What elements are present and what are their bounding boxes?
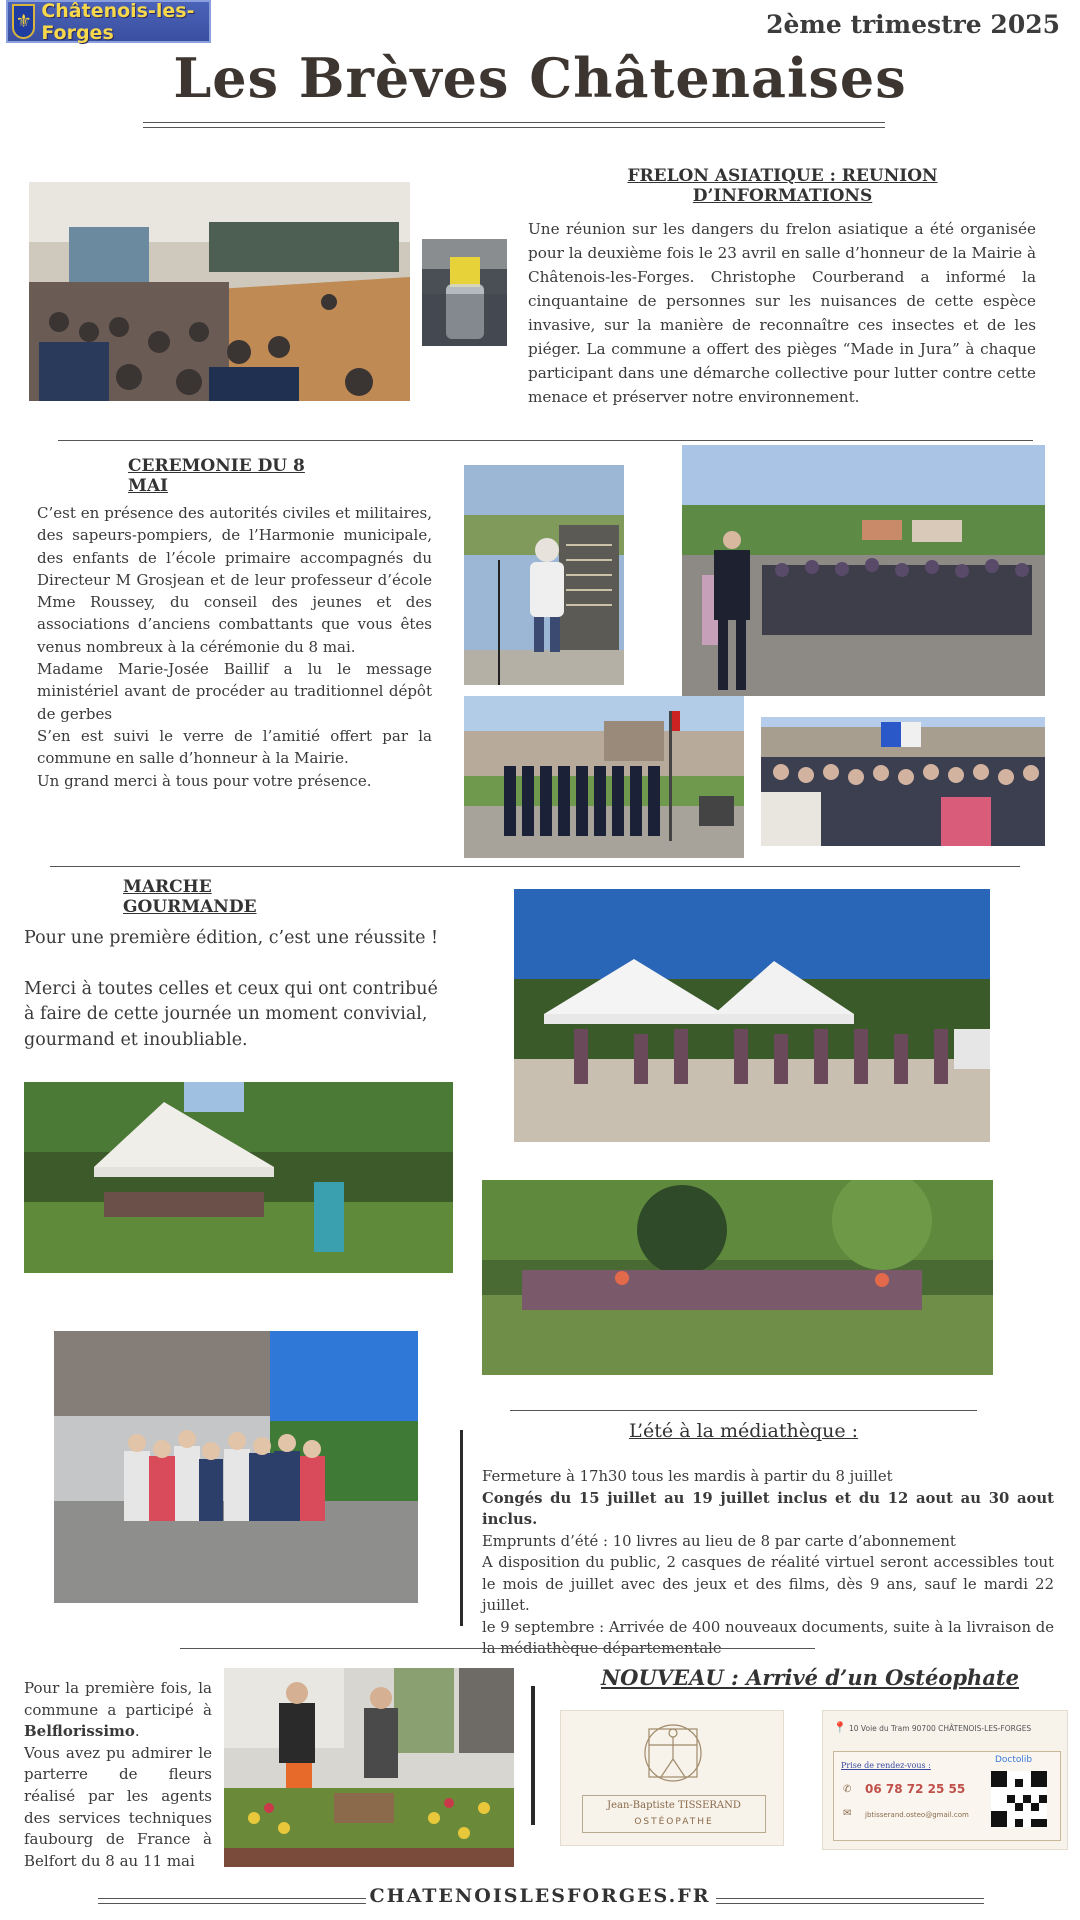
commune-logo	[6, 0, 211, 43]
firefighters-lineup-photo	[464, 696, 744, 858]
belflorissimo-name: Belflorissimo	[24, 1722, 135, 1741]
mediatheque-line: Fermeture à 17h30 tous les mardis à partir du 8 juillet	[482, 1468, 893, 1485]
section-divider	[50, 866, 1020, 867]
mediatheque-line: A disposition du public, 2 casques de réalité virtuel seront accessibles tout le mois de juillet avec des jeux et des films, dès 9 ans, sauf le mardi 22 juillet.	[482, 1554, 1054, 1614]
belflorissimo-intro	[24, 1678, 212, 1743]
belflorissimo-intro-text: Pour la première fois, la commune a participé à	[24, 1679, 212, 1719]
ceremonie-heading: CEREMONIE DU 8 MAI	[128, 456, 305, 496]
ceremony-crowd-photo	[682, 445, 1045, 696]
qr-code-icon	[991, 1771, 1047, 1827]
frelon-heading: FRELON ASIATIQUE : REUNION D’INFORMATIONS	[627, 166, 938, 206]
crest-icon: ⚜	[12, 4, 35, 39]
ceremonie-paragraph: Madame Marie-Josée Baillif a lu le message ministériel avant de procéder au traditionnel dépôt de gerbes	[37, 660, 432, 723]
osteo-role: OSTÉOPATHE	[634, 1817, 714, 1827]
hikers-group-photo	[54, 1331, 418, 1603]
mediatheque-line: le 9 septembre : Arrivée de 400 nouveaux documents, suite à la livraison de la médiathèque départementale	[482, 1618, 1054, 1657]
mediatheque-text	[482, 1466, 1054, 1660]
mediatheque-side-bar	[460, 1430, 463, 1626]
belflorissimo-period: .	[134, 1722, 140, 1741]
osteo-phone: 06 78 72 25 55	[865, 1782, 966, 1796]
osteo-title: NOUVEAU : Arrivé d’un Ostéophate	[600, 1665, 1019, 1690]
title-divider	[143, 122, 885, 128]
phone-icon: ✆	[843, 1784, 852, 1795]
mediatheque-closure-line: Congés du 15 juillet au 19 juillet inclus et du 12 aout au 30 aout inclus.	[482, 1489, 1054, 1528]
meeting-room-photo	[29, 182, 410, 401]
osteo-email: jbtisserand.osteo@gmail.com	[865, 1811, 969, 1819]
doctolib-label: Doctolib	[995, 1755, 1033, 1765]
vitruvian-man-icon	[641, 1719, 705, 1783]
osteo-address: 10 Voie du Tram 90700 CHÂTENOIS-LES-FORGES	[849, 1724, 1032, 1733]
school-children-photo	[761, 717, 1045, 846]
marche-text	[24, 926, 444, 1053]
email-icon: ✉	[843, 1808, 852, 1819]
marche-paragraph: Merci à toutes celles et ceux qui ont contribué à faire de cette journée un moment convivial, gourmand et inoubliable.	[24, 978, 438, 1050]
section-divider	[510, 1410, 977, 1411]
osteo-contact-card	[822, 1710, 1068, 1850]
picnic-tent-photo	[24, 1082, 453, 1273]
section-divider	[180, 1648, 815, 1649]
osteo-name: Jean-Baptiste TISSERAND	[607, 1800, 741, 1811]
ceremonie-paragraph: Un grand merci à tous pour votre présence.	[37, 771, 372, 790]
flower-bed-photo	[224, 1668, 514, 1867]
frelon-text: Une réunion sur les dangers du frelon asiatique a été organisée pour la deuxième fois le 23 avril en salle d’honneur de la Mairie à Châtenois-les-Forges. Christophe Courberand a informé la cinquantaine de personnes sur les nuisances de cette espèce invasive, sur la manière de reconnaître ces insectes et de les piéger. La commune a offert des pièges “Made in Jura” à chaque participant dans une démarche collective pour lutter contre cette menace et préserver notre environnement.	[528, 220, 1036, 406]
osteo-business-card	[560, 1710, 784, 1846]
marche-paragraph: Pour une première édition, c’est une réussite !	[24, 928, 439, 948]
issue-quarter: 2ème trimestre 2025	[766, 10, 1060, 39]
speech-at-memorial-photo	[464, 465, 624, 685]
mediatheque-line: Emprunts d’été : 10 livres au lieu de 8 par carte d’abonnement	[482, 1532, 956, 1550]
ceremonie-paragraph: C’est en présence des autorités civiles et militaires, des sapeurs-pompiers, de l’Harmonie municipale, des enfants de l’école primaire accompagnés du Directeur M Grosjean et de leur professeur d’école Mme Roussey, du conseil des jeunes et des associations d’anciens combattants que vous êtes venus nombreux à la cérémonie du 8 mai.	[37, 504, 432, 656]
belflorissimo-text	[24, 1678, 212, 1872]
osteo-side-bar	[531, 1686, 535, 1825]
rdv-label: Prise de rendez-vous :	[841, 1761, 931, 1770]
newsletter-title: Les Brèves Châtenaises	[173, 46, 907, 110]
footer-right-rule	[716, 1898, 984, 1904]
tents-crowd-photo	[514, 889, 990, 1142]
location-pin-icon: 📍	[833, 1721, 847, 1734]
park-gathering-photo	[482, 1180, 993, 1375]
marche-heading: MARCHE GOURMANDE	[123, 877, 257, 917]
mediatheque-heading: L’été à la médiathèque :	[628, 1420, 859, 1442]
belflorissimo-paragraph: Vous avez pu admirer le parterre de fleurs réalisé par les agents des services techniques faubourg de France à Belfort du 8 au 11 mai	[24, 1743, 212, 1870]
section-divider	[58, 440, 1033, 441]
ceremonie-text	[37, 502, 432, 792]
logo-text: Châtenois-les-Forges	[41, 0, 195, 44]
hornet-trap-photo	[422, 239, 507, 346]
ceremonie-paragraph: S’en est suivi le verre de l’amitié offert par la commune en salle d’honneur à la Mairie.	[37, 726, 432, 768]
website-footer: CHATENOISLESFORGES.FR	[369, 1885, 711, 1907]
